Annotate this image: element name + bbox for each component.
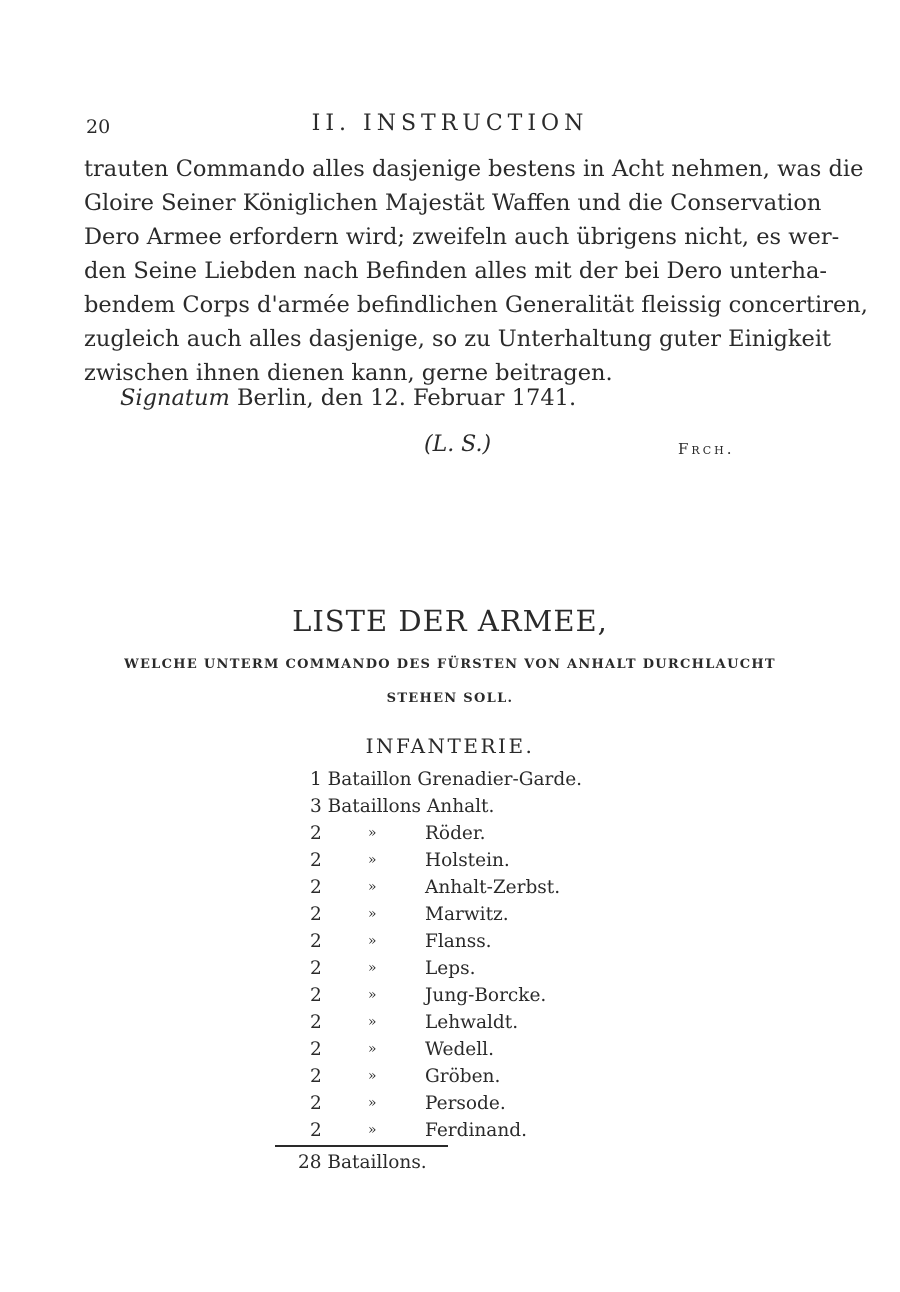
regiment-name: Wedell. [425,1039,494,1060]
regiment-name: Ferdinand. [425,1120,527,1141]
list-item [310,820,630,847]
ditto-mark: » [368,1068,377,1084]
ditto-mark: » [368,987,377,1003]
list-item [310,847,630,874]
regiment-name: Flanss. [425,931,492,952]
unit-entry: 3 Bataillons Anhalt. [310,796,495,817]
ditto-mark: » [368,879,377,895]
regiment-name: Marwitz. [425,904,509,925]
unit-count: 2 [310,931,322,952]
list-item [310,766,630,793]
regiment-name: Lehwaldt. [425,1012,519,1033]
signer-name: Frch. [678,440,735,458]
list-item [310,901,630,928]
list-item [310,928,630,955]
signatum-line [120,385,576,411]
list-subtitle: STEHEN SOLL. [386,691,514,706]
running-head: II. INSTRUCTION [311,111,589,136]
list-item [310,1090,630,1117]
ditto-mark: » [368,1041,377,1057]
list-item [310,793,630,820]
unit-count: 2 [310,1120,322,1141]
seal-mark: (L. S.) [424,432,492,457]
ditto-mark: » [368,960,377,976]
body-line: zugleich auch alles dasjenige, so zu Unterhaltung guter Einigkeit [84,326,832,352]
regiment-name: Röder. [425,823,486,844]
unit-count: 2 [310,1066,322,1087]
ditto-mark: » [368,825,377,841]
unit-count: 2 [310,904,322,925]
regiment-name: Leps. [425,958,476,979]
list-title: LISTE DER ARMEE, [292,604,608,638]
unit-count: 2 [310,823,322,844]
signatum-word: Signatum [120,385,230,411]
regiment-name: Jung-Borcke. [425,985,547,1006]
list-item [310,1117,630,1144]
ditto-mark: » [368,906,377,922]
body-line: Gloire Seiner Königlichen Majestät Waffen und die Conservation [84,190,822,216]
place-date: Berlin, den 12. Februar 1741. [236,385,577,411]
unit-rows [310,820,630,1144]
body-line: den Seine Liebden nach Befinden alles mit der bei Dero unterha- [84,258,827,284]
unit-list [310,766,630,1144]
list-item [310,1036,630,1063]
regiment-name: Persode. [425,1093,506,1114]
list-item [310,1063,630,1090]
ditto-mark: » [368,1122,377,1138]
unit-entry: 1 Bataillon Grenadier-Garde. [310,769,583,790]
list-item [310,874,630,901]
list-item [310,955,630,982]
ditto-mark: » [368,1014,377,1030]
total-rule [275,1145,448,1147]
unit-count: 2 [310,958,322,979]
unit-count: 2 [310,1012,322,1033]
body-paragraph [84,152,868,390]
regiment-name: Gröben. [425,1066,501,1087]
ditto-mark: » [368,933,377,949]
list-item [310,982,630,1009]
unit-count: 2 [310,985,322,1006]
total-line: 28 Bataillons. [298,1152,427,1173]
body-line: bendem Corps d'armée befindlichen Generalität fleissig concertiren, [84,292,868,318]
unit-count: 2 [310,1039,322,1060]
regiment-name: Holstein. [425,850,510,871]
page-number: 20 [86,116,111,138]
body-line: Dero Armee erfordern wird; zweifeln auch übrigens nicht, es wer- [84,224,840,250]
body-line: trauten Commando alles dasjenige bestens in Acht nehmen, was die [84,156,864,182]
section-heading: INFANTERIE. [365,734,535,758]
body-line: zwischen ihnen dienen kann, gerne beitragen. [84,360,613,386]
unit-count: 2 [310,850,322,871]
regiment-name: Anhalt-Zerbst. [425,877,561,898]
ditto-mark: » [368,852,377,868]
list-subtitle: WELCHE UNTERM COMMANDO DES FÜRSTEN VON ANHALT DURCHLAUCHT [124,657,776,672]
unit-count: 2 [310,1093,322,1114]
list-item [310,1009,630,1036]
ditto-mark: » [368,1095,377,1111]
unit-count: 2 [310,877,322,898]
